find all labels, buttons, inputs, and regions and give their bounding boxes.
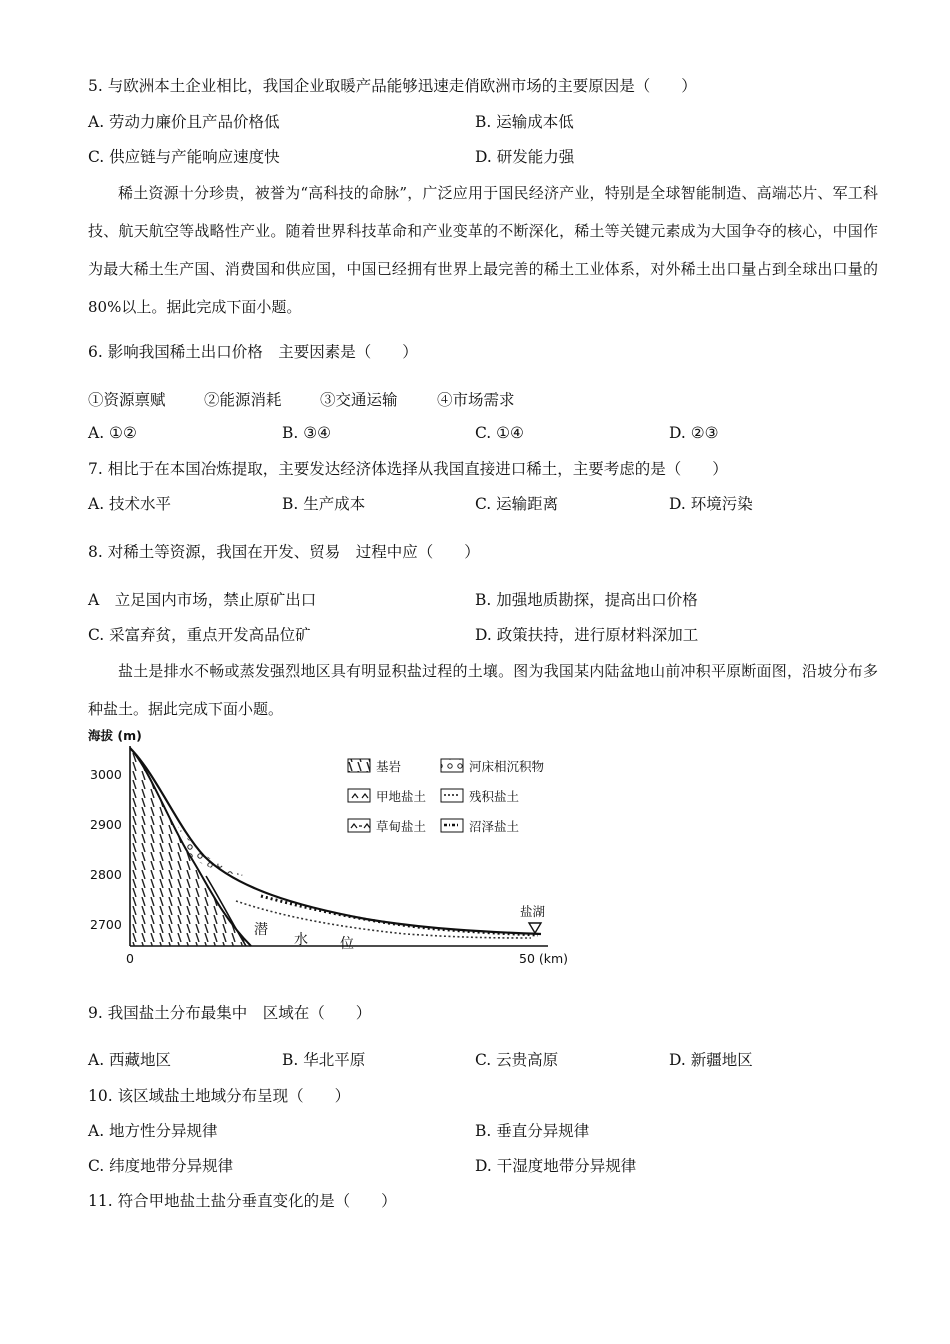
q10-option-d[interactable]: D. 干湿度地带分异规律	[475, 1157, 637, 1175]
q10-option-c[interactable]: C. 纬度地带分异规律	[88, 1157, 234, 1175]
q8-option-c[interactable]: C. 采富弃贫，重点开发高品位矿	[88, 626, 311, 644]
q10-option-b[interactable]: B. 垂直分异规律	[475, 1122, 590, 1140]
q6-option-d[interactable]: D. ②③	[669, 424, 719, 442]
q6-item-3: ③交通运输	[320, 391, 398, 409]
legend-riverbed-deposit: 河床相沉积物	[469, 759, 545, 774]
q6-stem: 6. 影响我国稀土出口价格 主要因素是（ ）	[88, 343, 418, 361]
q10-option-a[interactable]: A. 地方性分异规律	[88, 1122, 218, 1140]
legend-meadow-saline-soil: 草甸盐土	[376, 819, 427, 834]
q7-option-a[interactable]: A. 技术水平	[88, 495, 172, 513]
q7-stem: 7. 相比于在本国冶炼提取，主要发达经济体选择从我国直接进口稀土，主要考虑的是（ ）	[88, 460, 728, 478]
q6-option-b[interactable]: B. ③④	[282, 424, 332, 442]
q6-item-4: ④市场需求	[437, 391, 515, 409]
legend-bedrock: 基岩	[376, 759, 402, 774]
q8-option-d[interactable]: D. 政策扶持，进行原材料深加工	[475, 626, 699, 644]
q9-option-d[interactable]: D. 新疆地区	[669, 1051, 753, 1069]
q7-option-c[interactable]: C. 运输距离	[475, 495, 559, 513]
q9-option-b[interactable]: B. 华北平原	[282, 1051, 366, 1069]
q7-option-b[interactable]: B. 生产成本	[282, 495, 366, 513]
q8-option-b[interactable]: B. 加强地质勘探，提高出口价格	[475, 591, 698, 609]
q9-option-a[interactable]: A. 西藏地区	[88, 1051, 172, 1069]
passage-rare-earth: 稀土资源十分珍贵，被誉为“高科技的命脉”，广泛应用于国民经济产业，特别是全球智能制造、高端芯片、军工科技、航天航空等战略性产业。随着世界科技革命和产业变革的不断深化，稀土等关键元素成为大国争夺的核心，中国作为最大稀土生产国、消费国和供应国，中国已经拥有世界上最完善的稀土工业体系，对外稀土出口量占到全球出口量的80%以上。据此完成下面小题。	[88, 184, 878, 316]
q6-item-1: ①资源禀赋	[88, 391, 166, 409]
cross-section-figure	[86, 726, 586, 976]
salt-lake-triangle-icon	[529, 923, 541, 933]
y-axis-title: 海拔 (m)	[88, 728, 142, 743]
q8-option-a[interactable]: A 立足国内市场，禁止原矿出口	[88, 591, 317, 609]
legend-jia-saline-soil: 甲地盐土	[376, 789, 427, 804]
q5-stem: 5. 与欧洲本土企业相比，我国企业取暖产品能够迅速走俏欧洲市场的主要原因是（ ）	[88, 77, 697, 95]
q5-option-a[interactable]: A. 劳动力廉价且产品价格低	[88, 113, 280, 131]
q8-stem: 8. 对稀土等资源，我国在开发、贸易 过程中应（ ）	[88, 543, 480, 561]
q9-option-c[interactable]: C. 云贵高原	[475, 1051, 559, 1069]
q6-option-c[interactable]: C. ①④	[475, 424, 524, 442]
q11-stem: 11. 符合甲地盐土盐分垂直变化的是（ ）	[88, 1192, 397, 1210]
q6-option-a[interactable]: A. ①②	[88, 424, 137, 442]
y-tick-2800: 2800	[90, 867, 122, 882]
x-tick-0: 0	[126, 951, 134, 966]
x-tick-50: 50 (km)	[519, 951, 569, 966]
salt-lake-label: 盐湖	[520, 904, 546, 919]
q5-option-b[interactable]: B. 运输成本低	[475, 113, 574, 131]
q9-stem: 9. 我国盐土分布最集中 区域在（ ）	[88, 1004, 372, 1022]
passage-saline-soil: 盐土是排水不畅或蒸发强烈地区具有明显积盐过程的土壤。图为我国某内陆盆地山前冲积平原断面图，沿坡分布多种盐土。据此完成下面小题。	[88, 662, 878, 718]
y-tick-2700: 2700	[90, 917, 122, 932]
q5-option-d[interactable]: D. 研发能力强	[475, 148, 575, 166]
saline-crust-dots	[261, 896, 538, 935]
y-tick-3000: 3000	[90, 767, 122, 782]
q6-item-2: ②能源消耗	[204, 391, 282, 409]
water-table-label-1: 潜	[254, 922, 268, 938]
water-table-label-3: 位	[340, 936, 354, 952]
q5-option-c[interactable]: C. 供应链与产能响应速度快	[88, 148, 280, 166]
q7-option-d[interactable]: D. 环境污染	[669, 495, 753, 513]
q10-stem: 10. 该区域盐土地域分布呈现（ ）	[88, 1087, 351, 1105]
legend	[348, 759, 545, 834]
legend-residual-saline-soil: 残积盐土	[469, 789, 520, 804]
legend-swamp-saline-soil: 沼泽盐土	[469, 819, 520, 834]
water-table-label-2: 水	[294, 932, 308, 948]
y-tick-2900: 2900	[90, 817, 122, 832]
